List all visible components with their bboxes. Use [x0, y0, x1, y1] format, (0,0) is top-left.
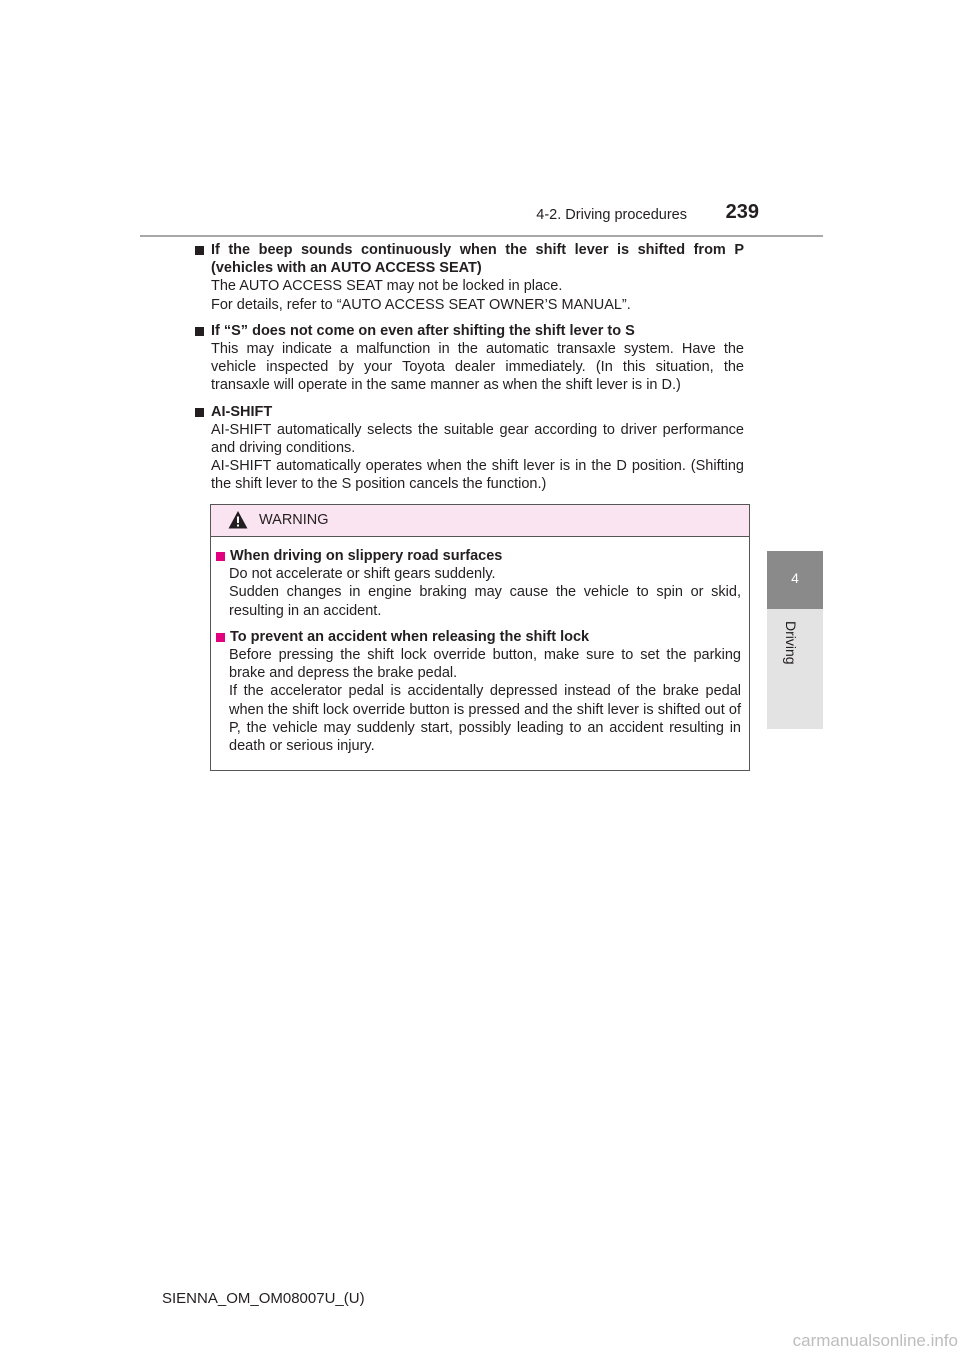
chapter-tab[interactable]	[767, 551, 823, 609]
warning-text: Before pressing the shift lock override button, make sure to set the parking brake and depress the brake pedal.	[229, 647, 741, 682]
item-text: For details, refer to “AUTO ACCESS SEAT OWNER’S MANUAL”.	[211, 296, 631, 313]
item-title: If “S” does not come on even after shifting the shift lever to S	[211, 322, 744, 340]
warning-box	[210, 504, 750, 771]
warning-item	[229, 628, 741, 755]
item-text: AI-SHIFT automatically operates when the shift lever is in the D position. (Shifting the shift lever to the S position cancels the function.)	[211, 458, 744, 493]
content-item	[211, 403, 744, 494]
warning-text: If the accelerator pedal is accidentally depressed instead of the brake pedal when the shift lock override button is pressed and the shift lever is shifted out of P, the vehicle may suddenly start, possibly leading to an accident resulting in death or serious injury.	[229, 683, 741, 755]
square-bullet-icon	[195, 246, 204, 255]
item-body	[211, 421, 744, 494]
warning-label: WARNING	[259, 512, 329, 528]
section-title: 4-2. Driving procedures	[536, 207, 687, 223]
square-bullet-icon	[216, 633, 225, 642]
warning-text: Do not accelerate or shift gears suddenly.	[229, 566, 496, 583]
warning-triangle-icon	[228, 510, 248, 530]
warning-item-title: When driving on slippery road surfaces	[229, 547, 741, 565]
main-content	[211, 241, 744, 502]
watermark: carmanualsonline.info	[792, 1331, 958, 1350]
content-item	[211, 322, 744, 395]
square-bullet-icon	[216, 552, 225, 561]
warning-item-body	[229, 565, 741, 620]
square-bullet-icon	[195, 408, 204, 417]
warning-item-body	[229, 646, 741, 755]
item-body	[211, 340, 744, 395]
chapter-tab-label-area	[767, 609, 823, 729]
page-number: 239	[725, 201, 759, 223]
warning-body	[211, 537, 749, 763]
footer-code: SIENNA_OM_OM08007U_(U)	[162, 1290, 365, 1307]
item-body	[211, 277, 744, 313]
item-text: AI-SHIFT automatically selects the suitable gear according to driver performance and driving conditions.	[211, 421, 744, 457]
item-title: If the beep sounds continuously when the shift lever is shifted from P (vehicles with an AUTO ACCESS SEAT)	[211, 241, 744, 277]
chapter-number: 4	[791, 570, 799, 586]
chapter-label: Driving	[783, 621, 799, 665]
warning-item	[229, 547, 741, 620]
item-text: The AUTO ACCESS SEAT may not be locked in place.	[211, 278, 563, 295]
warning-header	[211, 505, 749, 537]
warning-text: Sudden changes in engine braking may cause the vehicle to spin or skid, resulting in an accident.	[229, 584, 741, 619]
warning-item-title: To prevent an accident when releasing the shift lock	[229, 628, 741, 646]
item-text: This may indicate a malfunction in the automatic transaxle system. Have the vehicle inspected by your Toyota dealer immediately. (In this situation, the transaxle will operate in the same manner as when the shift lever is in D.)	[211, 341, 744, 394]
page-header	[140, 200, 823, 237]
square-bullet-icon	[195, 327, 204, 336]
item-title: AI-SHIFT	[211, 403, 744, 421]
content-item	[211, 241, 744, 314]
